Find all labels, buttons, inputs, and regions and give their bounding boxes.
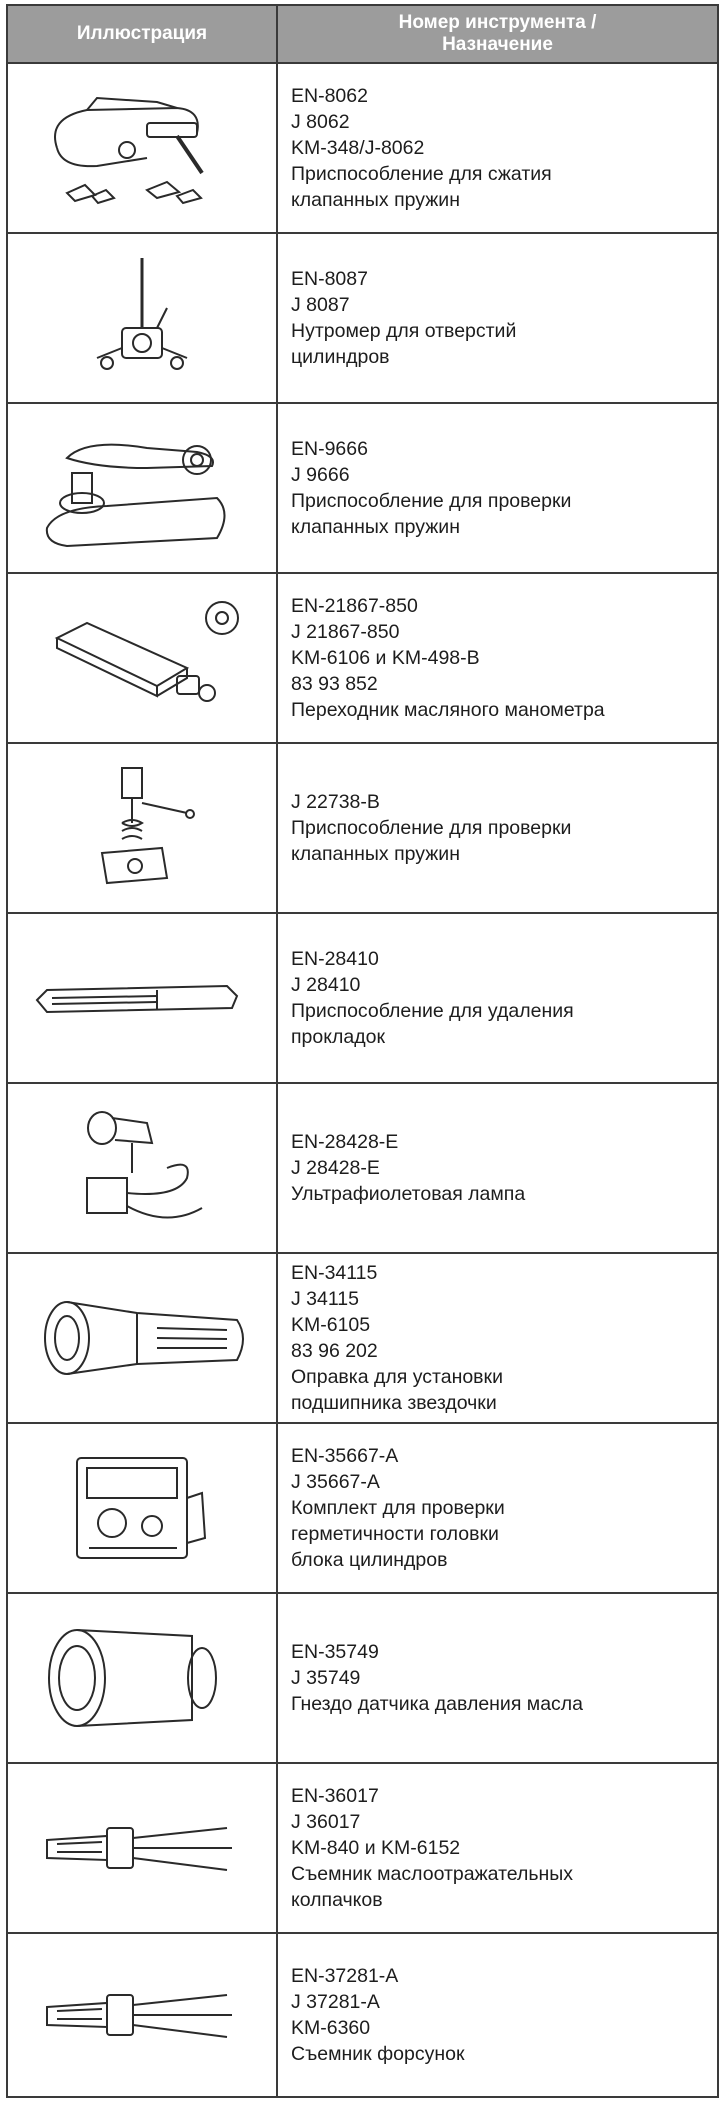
tool-line: Приспособление для удаления (291, 1000, 574, 1022)
tool-line: Переходник масляного манометра (291, 699, 605, 721)
table-row (8, 574, 717, 744)
tool-description (291, 404, 709, 572)
table-row (8, 1254, 717, 1424)
tool-line: 83 93 852 (291, 673, 378, 695)
tool-line: EN-9666 (291, 438, 368, 460)
header-tool-number-line1: Номер инструмента / (398, 12, 597, 33)
tool-line: KM-6105 (291, 1314, 371, 1336)
tool-line: J 8062 (291, 111, 350, 133)
tool-line: KM-6106 и KM-498-B (291, 647, 480, 669)
tool-line: Комплект для проверки (291, 1497, 505, 1519)
tool-description (291, 1594, 709, 1762)
tool-line: J 36017 (291, 1811, 361, 1833)
tool-line: KM-840 и KM-6152 (291, 1837, 461, 1859)
table-row (8, 404, 717, 574)
tool-line: EN-8062 (291, 85, 368, 107)
tool-line: EN-34115 (291, 1262, 378, 1284)
header-illustration: Иллюстрация (76, 23, 208, 44)
table-row (8, 1934, 717, 2096)
tool-line: J 34115 (291, 1288, 359, 1310)
tool-description (291, 1084, 709, 1252)
tool-line: EN-8087 (291, 268, 368, 290)
tool-line: Приспособление для сжатия (291, 163, 552, 185)
tool-line: Ультрафиолетовая лампа (291, 1183, 526, 1205)
tool-description (291, 1254, 709, 1422)
table-header (8, 6, 717, 64)
tool-line: J 28428-E (291, 1157, 380, 1179)
tool-line: клапанных пружин (291, 189, 460, 211)
table-row (8, 1424, 717, 1594)
tool-line: колпачков (291, 1889, 383, 1911)
tool-line: клапанных пружин (291, 843, 460, 865)
valve-spring-tester-illustration (8, 404, 276, 572)
tool-line: EN-28410 (291, 948, 379, 970)
leak-test-kit-illustration (8, 1424, 276, 1592)
sensor-socket-illustration (8, 1594, 276, 1762)
tool-line: прокладок (291, 1026, 385, 1048)
tool-line: герметичности головки (291, 1523, 499, 1545)
header-tool-number (278, 6, 717, 62)
tool-line: J 21867-850 (291, 621, 400, 643)
valve-spring-compressor-illustration (8, 64, 276, 232)
tool-line: KM-6360 (291, 2017, 371, 2039)
tool-line: Приспособление для проверки (291, 817, 572, 839)
table-row (8, 744, 717, 914)
tool-line: цилиндров (291, 346, 390, 368)
bore-gauge-illustration (8, 234, 276, 402)
tool-line: J 9666 (291, 464, 350, 486)
tool-line: KM-348/J-8062 (291, 137, 425, 159)
tools-table (6, 4, 719, 2098)
tool-line: EN-36017 (291, 1785, 379, 1807)
header-tool-number-line2: Назначение (442, 34, 553, 55)
table-row (8, 914, 717, 1084)
tool-description (291, 1424, 709, 1592)
tool-line: EN-37281-A (291, 1965, 399, 1987)
tool-line: J 35749 (291, 1667, 361, 1689)
tool-line: J 8087 (291, 294, 350, 316)
table-row (8, 1084, 717, 1254)
tool-line: 83 96 202 (291, 1340, 378, 1362)
tool-line: Съемник форсунок (291, 2043, 465, 2065)
tool-line: EN-35667-A (291, 1445, 399, 1467)
bearing-installer-illustration (8, 1254, 276, 1422)
tool-line: Гнездо датчика давления масла (291, 1693, 584, 1715)
table-row (8, 1764, 717, 1934)
injector-remover-illustration (8, 1934, 276, 2096)
table-row (8, 234, 717, 404)
tool-line: Съемник маслоотражательных (291, 1863, 574, 1885)
tool-description (291, 574, 709, 742)
tool-description (291, 64, 709, 232)
tool-line: Нутромер для отверстий (291, 320, 517, 342)
tool-description (291, 914, 709, 1082)
table-row (8, 1594, 717, 1764)
tool-line: подшипника звездочки (291, 1392, 497, 1414)
tool-line: J 22738-B (291, 791, 380, 813)
tool-line: J 35667-A (291, 1471, 380, 1493)
tool-line: EN-28428-E (291, 1131, 399, 1153)
tool-description (291, 234, 709, 402)
seal-remover-illustration (8, 1764, 276, 1932)
tool-line: клапанных пружин (291, 516, 460, 538)
spring-tester-illustration (8, 744, 276, 912)
uv-lamp-illustration (8, 1084, 276, 1252)
table-row (8, 64, 717, 234)
oil-gauge-adapter-illustration (8, 574, 276, 742)
tool-line: EN-35749 (291, 1641, 379, 1663)
tool-line: J 37281-A (291, 1991, 380, 2013)
gasket-scraper-illustration (8, 914, 276, 1082)
tool-line: блока цилиндров (291, 1549, 448, 1571)
tool-description (291, 1764, 709, 1932)
tool-description (291, 1934, 709, 2096)
tool-line: EN-21867-850 (291, 595, 418, 617)
tool-line: Оправка для установки (291, 1366, 503, 1388)
tool-description (291, 744, 709, 912)
tool-line: Приспособление для проверки (291, 490, 572, 512)
tool-line: J 28410 (291, 974, 361, 996)
